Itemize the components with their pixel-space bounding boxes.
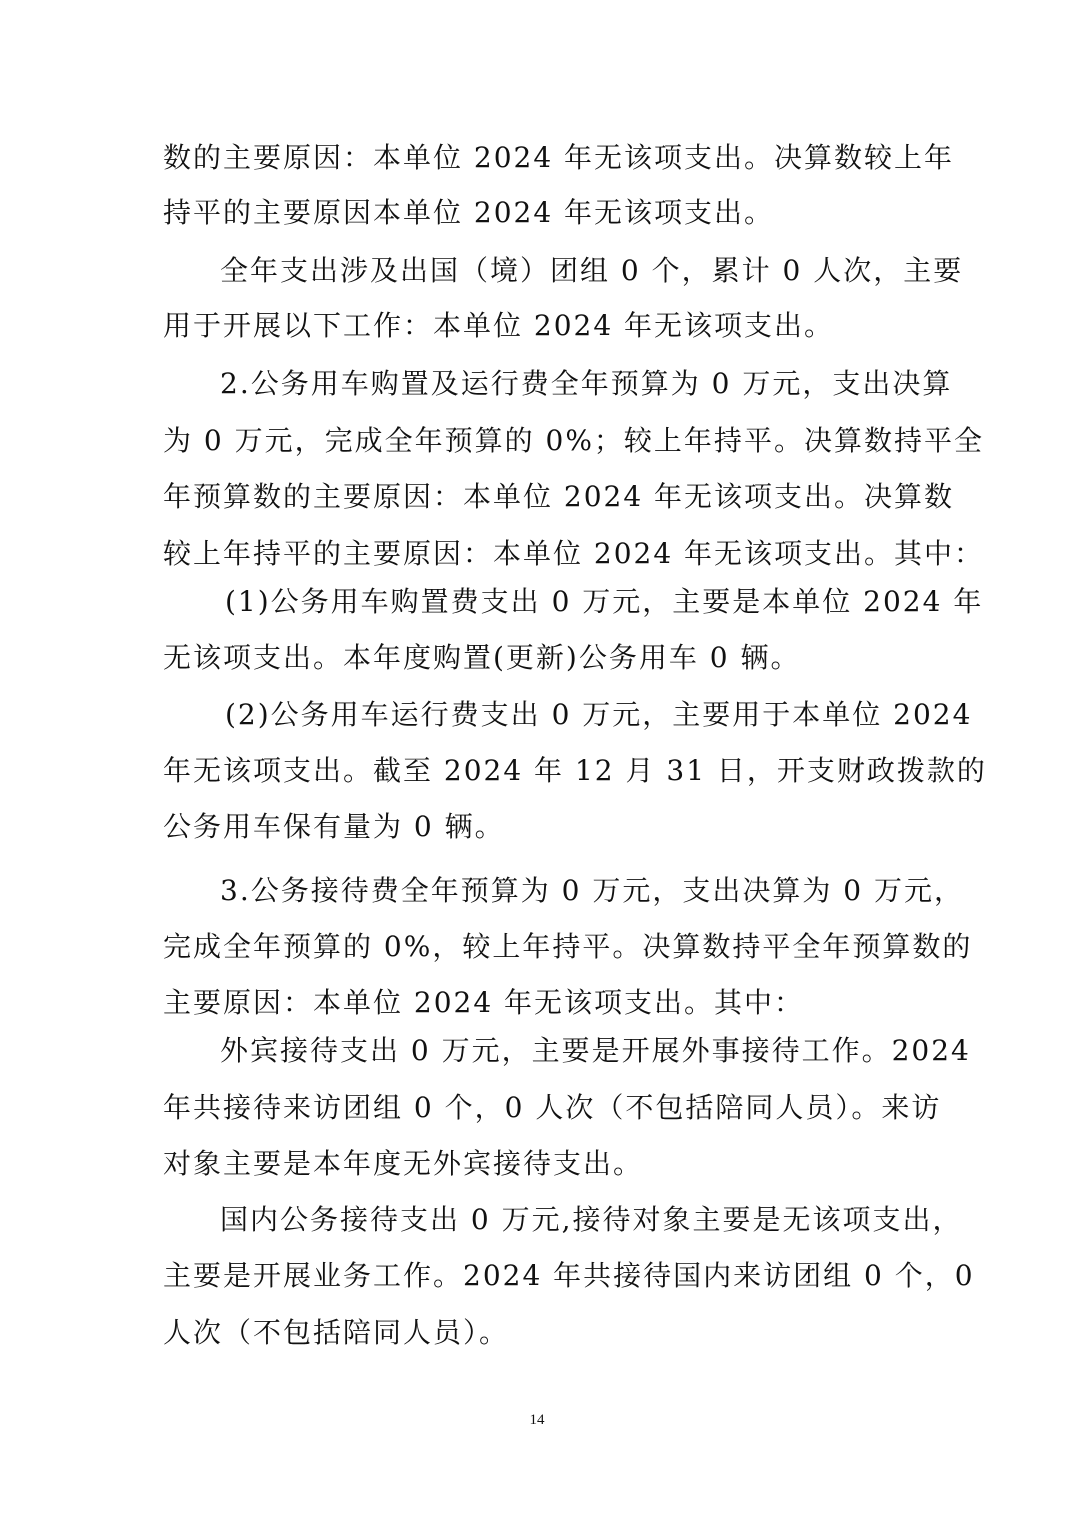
text-line: 主要原因：本单位 2024 年无该项支出。其中：: [163, 986, 805, 1019]
text-line: 主要是开展业务工作。2024 年共接待国内来访团组 0 个，0: [163, 1259, 975, 1292]
text-line: 用于开展以下工作：本单位 2024 年无该项支出。: [163, 309, 835, 342]
text-line: 2.公务用车购置及运行费全年预算为 0 万元，支出决算: [220, 367, 953, 400]
text-line: 持平的主要原因本单位 2024 年无该项支出。: [163, 196, 775, 229]
text-line: 人次（不包括陪同人员）。: [163, 1316, 510, 1349]
text-line: 为 0 万元，完成全年预算的 0%；较上年持平。决算数持平全: [163, 424, 984, 457]
text-line: 数的主要原因：本单位 2024 年无该项支出。决算数较上年: [163, 141, 955, 174]
text-line: 无该项支出。本年度购置(更新)公务用车 0 辆。: [163, 641, 801, 674]
text-line: 国内公务接待支出 0 万元,接待对象主要是无该项支出，: [220, 1203, 963, 1236]
text-line: 完成全年预算的 0%，较上年持平。决算数持平全年预算数的: [163, 930, 973, 963]
text-line: 全年支出涉及出国（境）团组 0 个，累计 0 人次，主要: [220, 254, 964, 287]
text-line: 较上年持平的主要原因：本单位 2024 年无该项支出。其中：: [163, 537, 985, 570]
text-line: (2)公务用车运行费支出 0 万元，主要用于本单位 2024: [225, 698, 973, 731]
page-number: 14: [529, 1412, 545, 1428]
text-line: 对象主要是本年度无外宾接待支出。: [163, 1147, 644, 1180]
text-line: 年共接待来访团组 0 个，0 人次（不包括陪同人员）。来访: [163, 1091, 942, 1124]
text-line: 年预算数的主要原因：本单位 2024 年无该项支出。决算数: [163, 480, 955, 513]
text-line: 年无该项支出。截至 2024 年 12 月 31 日，开支财政拨款的: [163, 754, 987, 787]
text-line: (1)公务用车购置费支出 0 万元，主要是本单位 2024 年: [225, 585, 984, 618]
text-line: 外宾接待支出 0 万元，主要是开展外事接待工作。2024: [220, 1034, 971, 1067]
text-line: 3.公务接待费全年预算为 0 万元，支出决算为 0 万元，: [220, 874, 964, 907]
text-line: 公务用车保有量为 0 辆。: [163, 810, 505, 843]
